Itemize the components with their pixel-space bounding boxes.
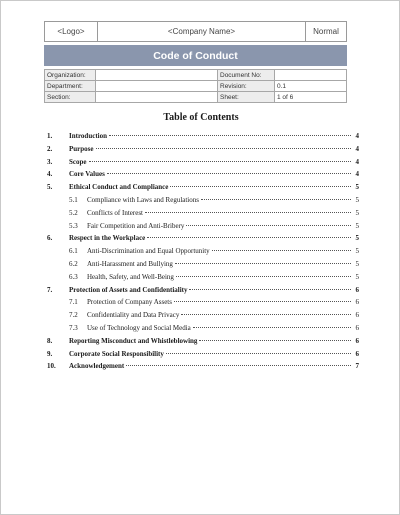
style-label: Normal [306, 22, 347, 42]
toc-entry-title: Core Values [69, 170, 105, 179]
toc-dot-leader [201, 199, 351, 200]
toc-entry-number: 2. [47, 144, 53, 153]
toc-entry-number: 6.2 [69, 259, 78, 268]
sheet-label: Sheet: [218, 92, 275, 103]
toc-dot-leader [170, 186, 351, 187]
toc-dot-leader [166, 353, 351, 354]
toc-title: Table of Contents [163, 112, 239, 123]
document-no-label: Document No: [218, 70, 275, 81]
toc-entry-number: 6. [47, 234, 53, 243]
logo-placeholder: <Logo> [45, 22, 98, 42]
toc-dot-leader [174, 301, 351, 302]
toc-entry-number: 7. [47, 285, 53, 294]
toc-entry-number: 9. [47, 349, 53, 358]
document-no-value [275, 70, 347, 81]
toc-dot-leader [186, 225, 351, 226]
toc-entry-number: 5. [47, 183, 53, 192]
toc-entry-title: Corporate Social Responsibility [69, 349, 164, 358]
toc-dot-leader [199, 340, 351, 341]
toc-entry[interactable] [47, 348, 359, 361]
toc-entry[interactable] [47, 360, 359, 373]
toc-entry-number: 1. [47, 132, 53, 140]
toc-entry-page: 6 [355, 336, 359, 345]
toc-entry[interactable] [47, 322, 359, 335]
toc-entry-title: Health, Safety, and Well-Being [87, 272, 174, 281]
toc-entry-number: 5.2 [69, 208, 78, 217]
toc-dot-leader [189, 289, 351, 290]
toc-entry-number: 5.3 [69, 221, 78, 230]
toc-entry[interactable] [47, 335, 359, 348]
toc-entry-page: 4 [355, 170, 359, 179]
organization-label: Organization: [45, 70, 96, 81]
department-label: Department: [45, 81, 96, 92]
toc-entry-page: 5 [355, 247, 359, 256]
toc-dot-leader [109, 135, 351, 136]
toc-entry-title: Fair Competition and Anti-Bribery [87, 221, 185, 230]
toc-entry-page: 5 [355, 195, 359, 204]
toc-entry-page: 6 [355, 311, 359, 320]
toc-dot-leader [89, 161, 352, 162]
toc-entry[interactable] [47, 284, 359, 297]
toc-entry-page: 4 [355, 144, 359, 153]
toc-entry[interactable] [47, 245, 359, 258]
toc-dot-leader [193, 327, 351, 328]
revision-value: 0.1 [275, 81, 347, 92]
toc-entry-title: Scope [69, 157, 87, 166]
toc-entry-title: Acknowledgement [69, 362, 125, 371]
toc-entry-number: 7.2 [69, 311, 78, 320]
toc-dot-leader [176, 276, 351, 277]
toc-entry-title: Protection of Company Assets [87, 298, 172, 307]
toc-entry-page: 5 [355, 221, 359, 230]
toc-entry-number: 5.1 [69, 195, 78, 204]
toc-entry-number: 6.3 [69, 272, 78, 281]
toc-entry[interactable] [47, 232, 359, 245]
toc-entry-title: Anti-Discrimination and Equal Opportunity [87, 247, 210, 256]
toc-entry[interactable] [47, 156, 359, 169]
toc-entry-title: Use of Technology and Social Media [87, 323, 191, 332]
revision-label: Revision: [218, 81, 275, 92]
toc-entry-number: 8. [47, 336, 53, 345]
toc-entry-page: 7 [355, 362, 359, 371]
toc-entry-page: 6 [355, 323, 359, 332]
department-value [96, 81, 218, 92]
toc-entry-page: 5 [355, 208, 359, 217]
toc-entry[interactable] [47, 130, 359, 143]
toc-dot-leader [181, 314, 351, 315]
header-table [44, 21, 347, 42]
sheet-value: 1 of 6 [275, 92, 347, 103]
company-name-placeholder: <Company Name> [98, 22, 306, 42]
toc-entry-page: 6 [355, 285, 359, 294]
toc-entry-page: 6 [355, 349, 359, 358]
toc-entry[interactable] [47, 181, 359, 194]
toc-entry-title: Introduction [69, 132, 107, 140]
toc-dot-leader [147, 237, 351, 238]
toc-entry[interactable] [47, 258, 359, 271]
organization-value [96, 70, 218, 81]
toc-entry-title: Confidentiality and Data Privacy [87, 311, 180, 320]
toc-dot-leader [145, 212, 351, 213]
toc-entry-number: 3. [47, 157, 53, 166]
toc-entry-page: 5 [355, 234, 359, 243]
section-value [96, 92, 218, 103]
toc-entry-title: Purpose [69, 144, 94, 153]
toc-entry-page: 5 [355, 272, 359, 281]
toc-entry-title: Anti-Harassment and Bullying [87, 259, 173, 268]
toc-dot-leader [212, 250, 351, 251]
toc-entry-title: Protection of Assets and Confidentiality [69, 285, 188, 294]
toc-entry-page: 4 [355, 157, 359, 166]
toc-dot-leader [96, 148, 352, 149]
toc-entry[interactable] [47, 271, 359, 284]
toc-entry-number: 7.1 [69, 298, 78, 307]
toc-entry-number: 10. [47, 362, 56, 371]
toc-entry-title: Conflicts of Interest [87, 208, 143, 217]
toc-entry-page: 5 [355, 259, 359, 268]
section-label: Section: [45, 92, 96, 103]
toc-entry-title: Compliance with Laws and Regulations [87, 195, 199, 204]
toc-entry-number: 4. [47, 170, 53, 179]
toc-entry-page: 6 [355, 298, 359, 307]
toc-dot-leader [107, 173, 351, 174]
toc-entry[interactable] [47, 168, 359, 181]
toc-entry-page: 5 [355, 183, 359, 192]
toc-entry-number: 7.3 [69, 323, 78, 332]
toc-entry-page: 4 [355, 132, 359, 140]
toc-entry-title: Reporting Misconduct and Whistleblowing [69, 336, 198, 345]
toc-entry-title: Respect in the Workplace [69, 234, 146, 243]
toc-dot-leader [175, 263, 351, 264]
document-title-banner: Code of Conduct [44, 45, 347, 66]
toc-entry[interactable] [47, 143, 359, 156]
toc-entry-title: Ethical Conduct and Compliance [69, 183, 169, 192]
toc-entry[interactable] [47, 296, 359, 309]
toc-entry[interactable] [47, 220, 359, 233]
toc-entry[interactable] [47, 207, 359, 220]
table-of-contents [47, 130, 359, 373]
toc-entry[interactable] [47, 194, 359, 207]
toc-entry[interactable] [47, 309, 359, 322]
document-info-table [44, 69, 347, 103]
toc-entry-number: 6.1 [69, 247, 78, 256]
toc-dot-leader [126, 365, 351, 366]
